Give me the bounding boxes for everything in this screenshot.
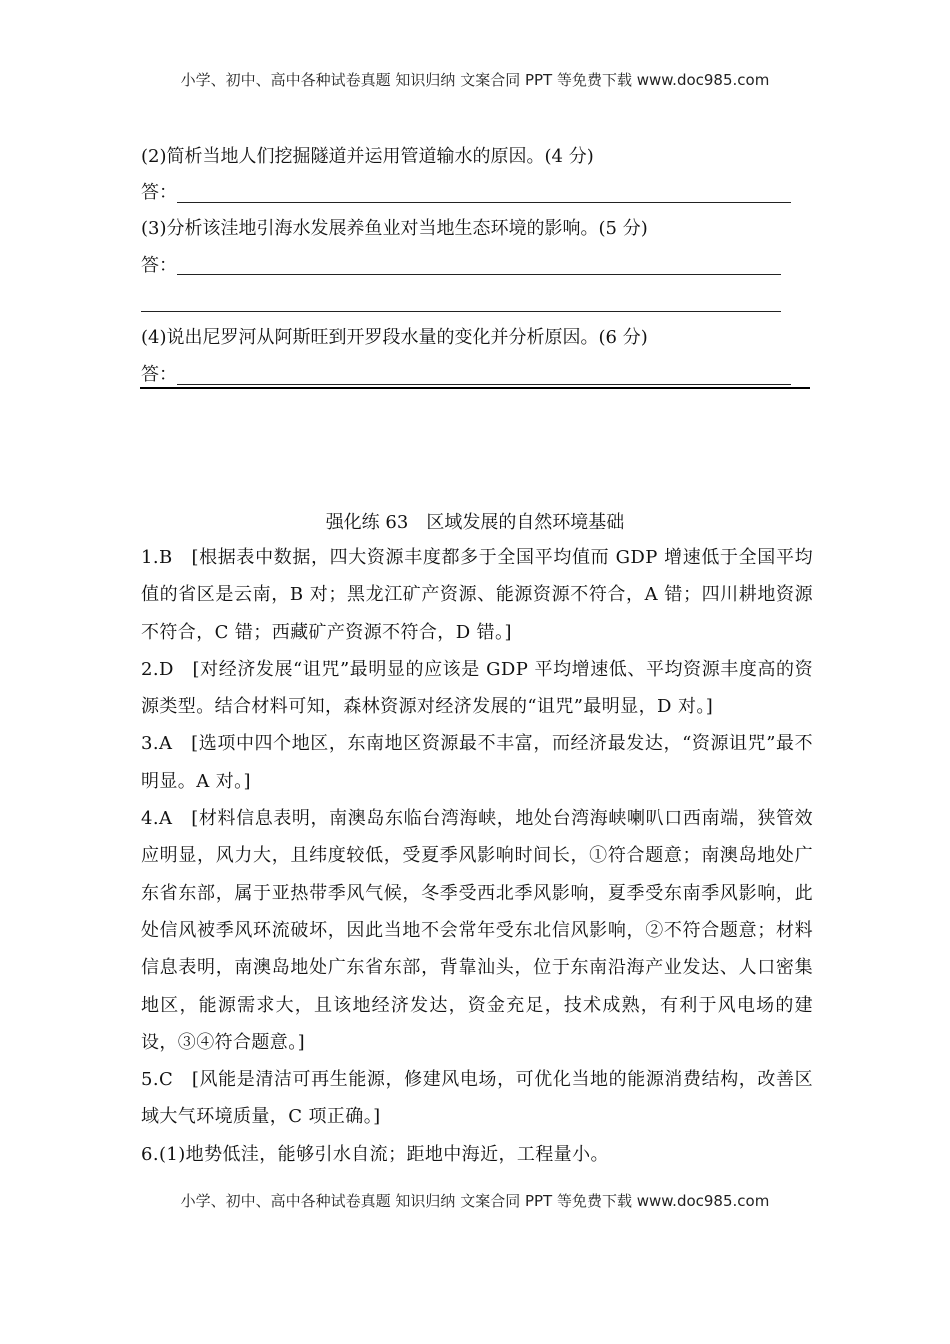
answer-label-2: 答： — [141, 182, 177, 203]
answer-label-3: 答： — [141, 255, 177, 276]
section-divider — [140, 387, 810, 389]
question-3: (3)分析该洼地引海水发展养鱼业对当地生态环境的影响。(5 分) — [141, 218, 648, 239]
answer-list — [141, 539, 813, 1173]
answer-1: 1.B [根据表中数据，四大资源丰度都多于全国平均值而 GDP 增速低于全国平均值的省区是云南，B 对；黑龙江矿产资源、能源资源不符合，A 错；四川耕地资源不符合，C 错；西藏矿产资源不符合，D 错。] — [141, 547, 813, 643]
answer-5: 5.C [风能是清洁可再生能源，修建风电场，可优化当地的能源消费结构，改善区域大气环境质量，C 项正确。] — [141, 1069, 813, 1128]
page-header: 小学、初中、高中各种试卷真题 知识归纳 文案合同 PPT 等免费下载 www.doc985.com — [180, 71, 770, 89]
answer-3: 3.A [选项中四个地区，东南地区资源最不丰富，而经济最发达，“资源诅咒”最不明显。A 对。] — [141, 733, 813, 792]
page-footer: 小学、初中、高中各种试卷真题 知识归纳 文案合同 PPT 等免费下载 www.doc985.com — [180, 1192, 770, 1210]
section-title: 强化练 63 区域发展的自然环境基础 — [325, 512, 625, 533]
answer-line-3a[interactable] — [177, 274, 781, 275]
answer-label-4: 答： — [141, 364, 177, 385]
answer-4: 4.A [材料信息表明，南澳岛东临台湾海峡，地处台湾海峡喇叭口西南端，狭管效应明显，风力大，且纬度较低，受夏季风影响时间长，①符合题意；南澳岛地处广东省东部，属于亚热带季风气候，冬季受西北季风影响，夏季受东南季风影响，此处信风被季风环流破坏，因此当地不会常年受东北信风影响，②不符合题意；材料信息表明，南澳岛地处广东省东部，背靠汕头，位于东南沿海产业发达、人口密集地区，能源需求大，且该地经济发达，资金充足，技术成熟，有利于风电场的建设，③④符合题意。] — [141, 808, 813, 1053]
answer-line-2[interactable] — [177, 202, 791, 203]
question-2: (2)简析当地人们挖掘隧道并运用管道输水的原因。(4 分) — [141, 146, 594, 167]
question-4: (4)说出尼罗河从阿斯旺到开罗段水量的变化并分析原因。(6 分) — [141, 327, 648, 348]
answer-line-4[interactable] — [177, 384, 791, 385]
answer-line-3b[interactable] — [141, 311, 781, 312]
answer-2: 2.D [对经济发展“诅咒”最明显的应该是 GDP 平均增速低、平均资源丰度高的资源类型。结合材料可知，森林资源对经济发展的“诅咒”最明显，D 对。] — [141, 658, 813, 718]
answer-6: 6.(1)地势低洼，能够引水自流；距地中海近，工程量小。 — [141, 1143, 609, 1165]
